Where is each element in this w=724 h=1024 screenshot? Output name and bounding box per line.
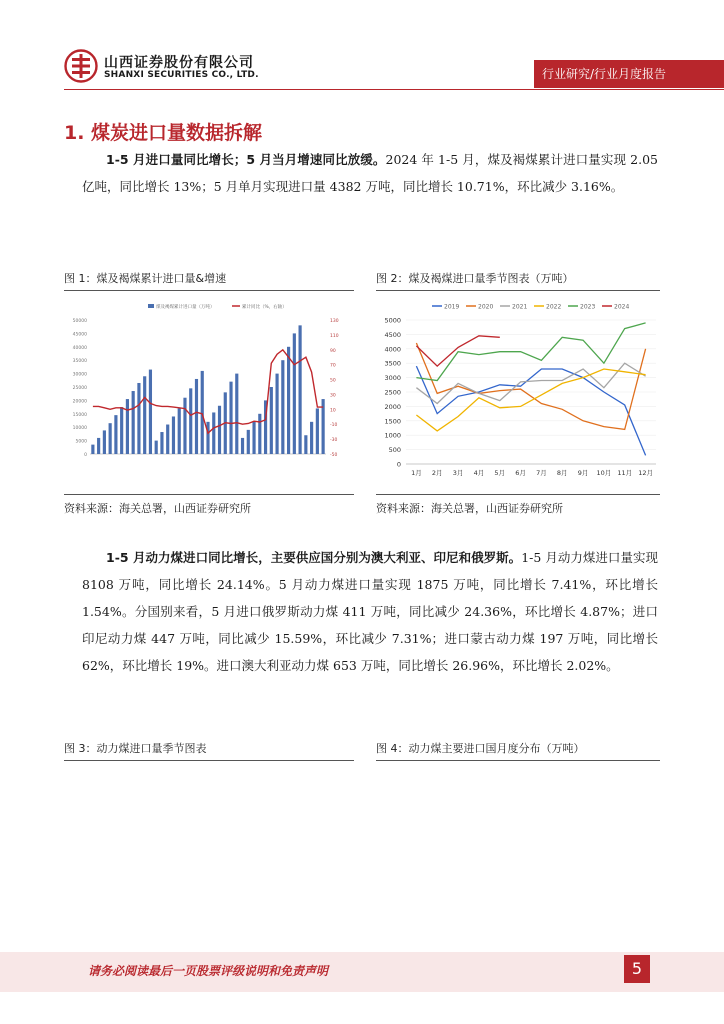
paragraph-2-lead: 1-5 月动力煤进口同比增长，主要供应国分别为澳大利亚、印尼和俄罗斯。: [106, 550, 522, 565]
fig1-source: 资料来源：海关总署，山西证券研究所: [64, 502, 251, 515]
header-divider: [64, 89, 724, 90]
bar-mark: [229, 382, 232, 454]
y-tick-label: 10000: [72, 426, 87, 432]
bar-mark: [109, 423, 112, 454]
legend-label-2020: 2020: [478, 303, 494, 311]
bar-mark: [132, 391, 135, 454]
legend-label-line: 累计同比（%，右轴）: [242, 305, 287, 310]
bar-mark: [160, 432, 163, 454]
y2-tick-label: -50: [330, 453, 338, 458]
bar-mark: [275, 374, 278, 454]
y-tick-label: 1000: [384, 431, 401, 440]
bar-mark: [247, 430, 250, 454]
bar-mark: [195, 379, 198, 454]
paragraph-1: [82, 146, 658, 200]
fig2-bottom-rule: [376, 494, 660, 495]
bar-mark: [201, 371, 204, 454]
paragraph-2: [82, 544, 658, 679]
page-header: [0, 0, 724, 100]
x-tick-label: 4月: [473, 469, 485, 477]
series-line-2021: [416, 363, 645, 403]
fig2-top-rule: [376, 290, 660, 291]
section-title: 1. 煤炭进口量数据拆解: [64, 122, 263, 144]
y2-tick-label: 10: [330, 408, 336, 414]
paragraph-1-lead: 1-5 月进口量同比增长；5 月当月增速同比放缓。: [106, 152, 386, 167]
x-tick-label: 8月: [556, 469, 568, 477]
bar-mark: [299, 325, 302, 454]
bar-mark: [235, 374, 238, 454]
bar-mark: [183, 398, 186, 454]
fig2-source: 资料来源：海关总署，山西证券研究所: [376, 502, 563, 515]
y-tick-label: 1500: [384, 417, 401, 426]
y2-tick-label: 50: [330, 378, 336, 384]
bar-mark: [166, 425, 169, 454]
y2-tick-label: 130: [330, 319, 339, 324]
x-tick-label: 2月: [431, 469, 443, 477]
bar-mark: [206, 422, 209, 454]
y-tick-label: 35000: [72, 359, 87, 365]
bar-mark: [212, 412, 215, 454]
bar-mark: [137, 383, 140, 454]
legend-label-2021: 2021: [512, 303, 528, 311]
bar-mark: [258, 414, 261, 454]
fig1-caption: 图 1：煤及褐煤累计进口量&增速: [64, 272, 227, 285]
bar-mark: [149, 370, 152, 454]
x-tick-label: 12月: [638, 469, 653, 477]
legend-label-2024: 2024: [614, 303, 630, 311]
y-tick-label: 2500: [384, 388, 401, 397]
y-tick-label: 0: [396, 460, 401, 469]
fig4-top-rule: [376, 760, 660, 761]
company-name-en: SHANXI SECURITIES CO., LTD.: [104, 70, 259, 80]
bar-mark: [287, 347, 290, 454]
company-logo-icon: [64, 49, 98, 83]
series-line-2024: [416, 336, 499, 366]
fig3-caption: 图 3：动力煤进口量季节图表: [64, 742, 207, 755]
company-name-cn: 山西证券股份有限公司: [104, 55, 254, 71]
bar-mark: [120, 407, 123, 454]
fig1-bottom-rule: [64, 494, 354, 495]
bar-mark: [91, 445, 94, 454]
x-tick-label: 3月: [452, 469, 464, 477]
y-tick-label: 3000: [384, 374, 401, 383]
y-tick-label: 40000: [72, 345, 87, 351]
y-tick-label: 5000: [75, 439, 87, 445]
y2-tick-label: 70: [330, 363, 336, 369]
y-tick-label: 15000: [72, 412, 87, 418]
bar-mark: [189, 388, 192, 454]
x-tick-label: 9月: [577, 469, 589, 477]
y-tick-label: 2000: [384, 402, 401, 411]
bar-mark: [143, 376, 146, 454]
y-tick-label: 0: [84, 453, 87, 458]
paragraph-2-body: 1-5 月动力煤进口量实现 8108 万吨，同比增长 24.14%。5 月动力煤进口量实现 1875 万吨，同比增长 7.41%，环比增长 1.54%。分国别来看，5 月进口俄罗斯动力煤 411 万吨，同比减少 24.36%，环比增长 4.87%；进口印尼动力煤 447 万吨，同比减少 15.59%，环比减少 7.31%；进口蒙古动力煤 197 万吨，同比增长 62%，环比增长 19%。进口澳大利亚动力煤 653 万吨，同比增长 26.96%，环比增长 2.02%。: [82, 550, 659, 673]
footer-disclaimer: 请务必阅读最后一页股票评级说明和免责声明: [88, 964, 329, 978]
y2-tick-label: 30: [330, 393, 336, 399]
bar-mark: [252, 422, 255, 454]
bar-mark: [316, 408, 319, 454]
x-tick-label: 1月: [411, 469, 422, 477]
y-tick-label: 25000: [72, 386, 87, 391]
page-number: 5: [624, 955, 650, 983]
y-tick-label: 30000: [72, 372, 87, 378]
bar-mark: [172, 416, 175, 454]
y-tick-label: 3500: [384, 359, 401, 368]
bar-mark: [218, 406, 221, 454]
fig4-caption: 图 4：动力煤主要进口国月度分布（万吨）: [376, 742, 585, 755]
y-tick-label: 4000: [384, 345, 401, 354]
report-type-badge: 行业研究/行业月度报告: [534, 60, 724, 88]
series-line-2023: [416, 323, 645, 381]
y-tick-label: 5000: [384, 316, 401, 325]
bar-mark: [281, 360, 284, 454]
fig3-top-rule: [64, 760, 354, 761]
y-tick-label: 45000: [72, 332, 87, 338]
legend-label-bars: 煤及褐煤累计进口量（万吨）: [156, 305, 215, 310]
x-tick-label: 10月: [596, 469, 612, 477]
fig2-chart: [376, 296, 660, 490]
bar-mark: [310, 422, 313, 454]
legend-swatch-bars: [148, 304, 154, 308]
bar-mark: [97, 438, 100, 454]
x-tick-label: 5月: [494, 469, 506, 477]
legend-label-2023: 2023: [580, 303, 596, 311]
y-tick-label: 50000: [72, 319, 87, 324]
bar-mark: [270, 387, 273, 454]
x-tick-label: 11月: [617, 469, 633, 477]
bar-mark: [114, 415, 117, 454]
bar-mark: [293, 333, 296, 454]
y-tick-label: 4500: [384, 330, 401, 339]
y2-tick-label: -30: [330, 438, 338, 444]
bar-mark: [178, 408, 181, 454]
paragraph-1-body: 2024 年 1-5 月，煤及褐煤累计进口量实现 2.05 亿吨，同比增长 13%；5 月单月实现进口量 4382 万吨，同比增长 10.71%，环比减少 3.16%。: [82, 152, 658, 194]
y2-tick-label: -10: [330, 423, 338, 429]
bar-mark: [126, 399, 129, 454]
legend-label-2019: 2019: [444, 303, 460, 311]
fig1-chart: [64, 296, 354, 490]
bar-mark: [155, 441, 158, 454]
fig1-top-rule: [64, 290, 354, 291]
bar-mark: [103, 430, 106, 454]
x-tick-label: 7月: [536, 469, 547, 477]
y2-tick-label: 110: [330, 333, 339, 339]
y2-tick-label: 90: [330, 348, 336, 354]
fig2-caption: 图 2：煤及褐煤进口量季节图表（万吨）: [376, 272, 574, 285]
y-tick-label: 20000: [72, 399, 87, 405]
y-tick-label: 500: [388, 446, 401, 455]
bar-mark: [241, 438, 244, 454]
legend-label-2022: 2022: [546, 303, 562, 311]
x-tick-label: 6月: [515, 469, 526, 477]
bar-mark: [304, 435, 307, 454]
